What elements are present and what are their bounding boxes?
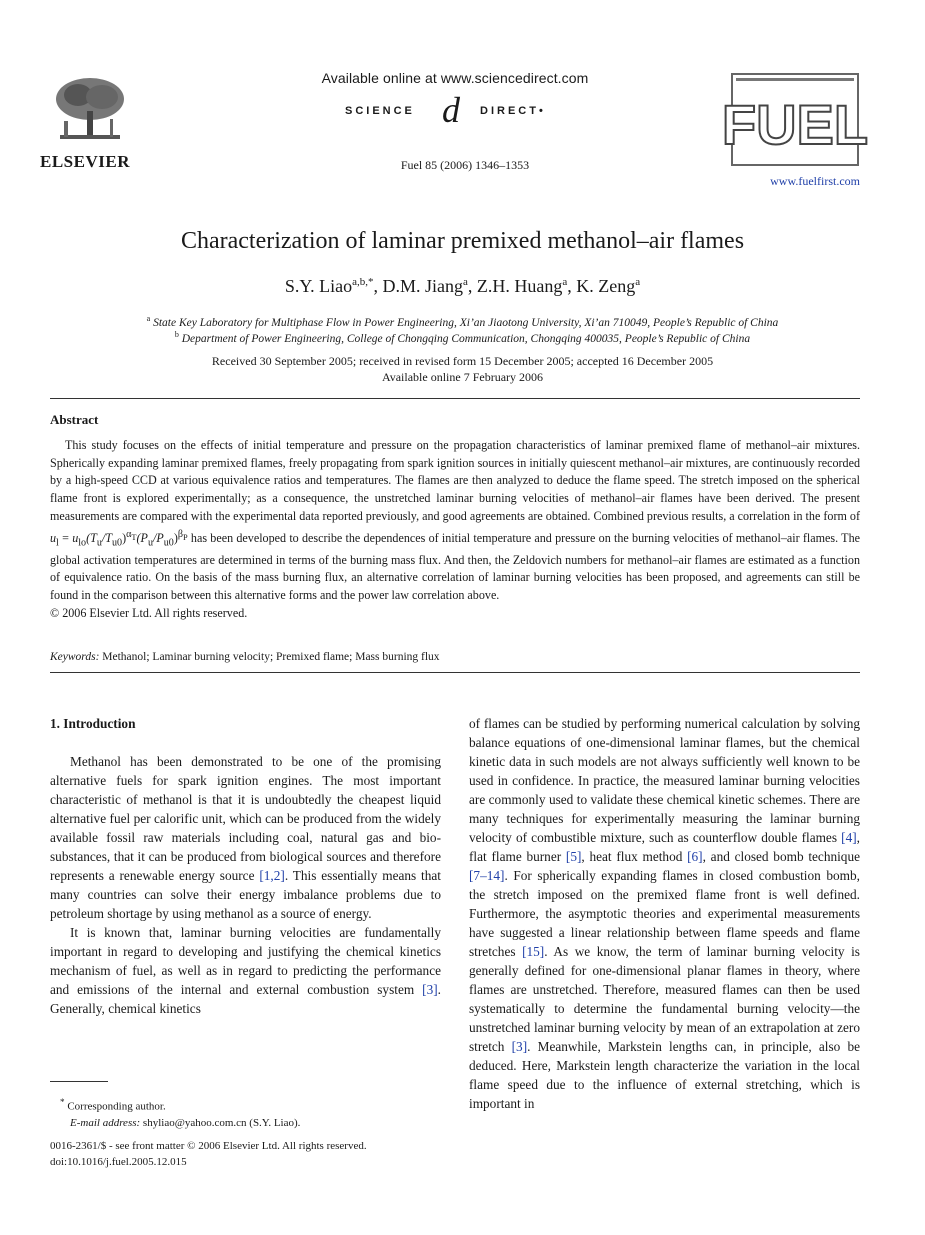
front-matter: 0016-2361/$ - see front matter © 2006 Elsevier Ltd. All rights reserved. doi:10.1016/j.fuel.2005.12.015 — [50, 1138, 441, 1170]
citation-link[interactable]: [7–14] — [469, 868, 505, 883]
divider — [50, 398, 860, 399]
author[interactable]: Z.H. Huang — [476, 276, 563, 296]
keywords: Keywords: Methanol; Laminar burning velocity; Premixed flame; Mass burning flux — [50, 651, 440, 663]
affiliation-b: $^b$ Department of Power Engineering, College of Chongqing Communication, Chongqing 400035, People’s Republic of China — [174, 330, 751, 345]
sciencedirect-logo-mark: d — [442, 90, 460, 130]
divider — [50, 672, 860, 673]
fuel-logo-text: FUEL — [721, 93, 869, 156]
author[interactable]: S.Y. Liao — [284, 276, 353, 296]
section-heading: 1. Introduction — [50, 716, 136, 731]
doi[interactable]: doi:10.1016/j.fuel.2005.12.015 — [50, 1156, 187, 1168]
abstract-body — [50, 437, 860, 622]
author[interactable]: K. Zeng — [576, 276, 636, 296]
author-list: S.Y. Liao$^{a,b,*}$, D.M. Jiang$^a$, Z.H. Huang$^a$, K. Zeng$^a$ — [284, 276, 641, 296]
email-link[interactable]: shyliao@yahoo.com.cn (S.Y. Liao). — [142, 1116, 301, 1129]
citation-link[interactable]: [6] — [687, 849, 703, 864]
intro-paragraph-2: It is known that, laminar burning velocities are fundamentally important in regard to developing and justifying the chemical kinetics mechanism of fuel, as well as in regard to predicting the performance and emissions of the internal and external combustion system [3]. Generally, chemical kinetics — [50, 925, 441, 1016]
intro-paragraph-1: Methanol has been demonstrated to be one of the promising alternative fuels for spark ignition engines. The most important characteristic of methanol is that it is undoubtedly the cheapest liquid alternative fuel per calorific unit, which can be produced from the widely available fossil raw materials including coal, natural gas and bio-substances, that it can be produced from biological sources and therefore represents a renewable energy source [1,2]. This essentially means that many countries can solve their energy imbalance problems due to petroleum shortage by using methanol as a source of energy. — [50, 754, 441, 921]
paper-title: Characterization of laminar premixed methanol–air flames — [180, 228, 745, 254]
journal-url-link[interactable]: www.fuelfirst.com — [770, 174, 860, 188]
affiliation-a: $^a$ State Key Laboratory for Multiphase Flow in Power Engineering, Xi’an Jiaotong University, Xi’an 710049, People’s Republic of China — [146, 314, 779, 329]
citation-link[interactable]: [5] — [565, 849, 582, 864]
abstract-heading: Abstract — [50, 412, 99, 427]
citation-link[interactable]: [4] — [841, 830, 857, 845]
citation-link[interactable]: [1,2] — [259, 868, 285, 883]
right-column — [469, 714, 860, 1113]
footnote-divider — [50, 1081, 108, 1082]
available-online-text: Available online at www.sciencedirect.com — [321, 70, 589, 86]
citation-link[interactable]: [3] — [511, 1039, 528, 1054]
author[interactable]: D.M. Jiang — [382, 276, 463, 296]
sciencedirect-logo-left: SCIENCE — [345, 105, 415, 117]
left-column — [50, 714, 441, 1018]
abstract-copyright: © 2006 Elsevier Ltd. All rights reserved. — [50, 605, 248, 620]
journal-reference: Fuel 85 (2006) 1346–1353 — [400, 158, 530, 172]
online-date: Available online 7 February 2006 — [381, 370, 544, 384]
fuel-journal-logo — [721, 72, 869, 167]
footnote: * Corresponding author. E-mail address: shyliao@yahoo.com.cn (S.Y. Liao). — [60, 1097, 301, 1129]
received-dates: Received 30 September 2005; received in revised form 15 December 2005; accepted 16 December 2005 — [211, 354, 714, 368]
abstract-text: This study focuses on the effects of initial temperature and pressure on the propagation characteristics of laminar premixed flame of methanol–air mixtures. Spherically expanding laminar premixed flames, freely propagating from spark ignition sources in initially quiescent methanol–air mixtures, are continuously recorded by a high-speed CCD at various equivalence ratios and temperatures. The flames are then analyzed to deduce the flame speed. The stretch imposed on the spherical flame front is explored experimentally; as a consequence, the unstretched laminar burning velocities of methanol–air flames have been derived. The present measurements are compared with the experimental data reported previously, and good agreements are obtained. Combined previous results, a correlation in the form of $u_l = u_{lo}(T_u/T_{u0})^{\alpha_T}(P_u/P_{u0})^{\beta_P}$ has been developed to describe the dependences of initial temperature and pressure on the burning velocities of methanol–air flames. The global activation temperatures are determined in terms of the burning mass flux. And then, the Zeldovich numbers for methanol–air flames are estimated as a function of equivalence ratio. On the basis of the mass burning flux, an alternative correlation of laminar burning velocities has been proposed, and agreements can still be found in the comparison between this alternative forms and the power law correlation above. — [50, 438, 860, 603]
sciencedirect-logo-right: DIRECT• — [480, 105, 546, 117]
elsevier-tree-logo — [50, 75, 130, 145]
citation-link[interactable]: [15] — [522, 944, 545, 959]
citation-link[interactable]: [3] — [422, 982, 438, 997]
publisher-name: ELSEVIER — [40, 152, 130, 171]
intro-paragraph-continued: of flames can be studied by performing numerical calculation by solving balance equations of one-dimensional laminar flames, but the chemical kinetic data in such models are not always sufficiently well known to be used in confidence. In practice, the measured laminar burning velocities are commonly used to validate these chemical kinetic schemes. There are many techniques for experimentally measuring the laminar burning velocity of combustible mixture, such as counterflow double flames [4], flat flame burner [5], heat flux method [6], and closed bomb technique [7–14]. For spherically expanding flames in closed combustion bomb, the stretch imposed on the premixed flame front is well defined. Furthermore, the asymptotic theories and experimental measurements have suggested a linear relationship between flame speeds and flame stretches [15]. As we know, the term of laminar burning velocity is generally defined for one-dimensional planar flames in theory, where flames are unstretched. Therefore, measured flames can then be used systematically to determine the fundamental burning velocity—the unstretched laminar burning velocity by mean of an extrapolation at zero stretch [3]. Meanwhile, Markstein lengths can, in principle, also be deduced. Here, Markstein length characterize the variation in the local flame speed due to the influence of external stretching, which is important in — [469, 716, 861, 1111]
